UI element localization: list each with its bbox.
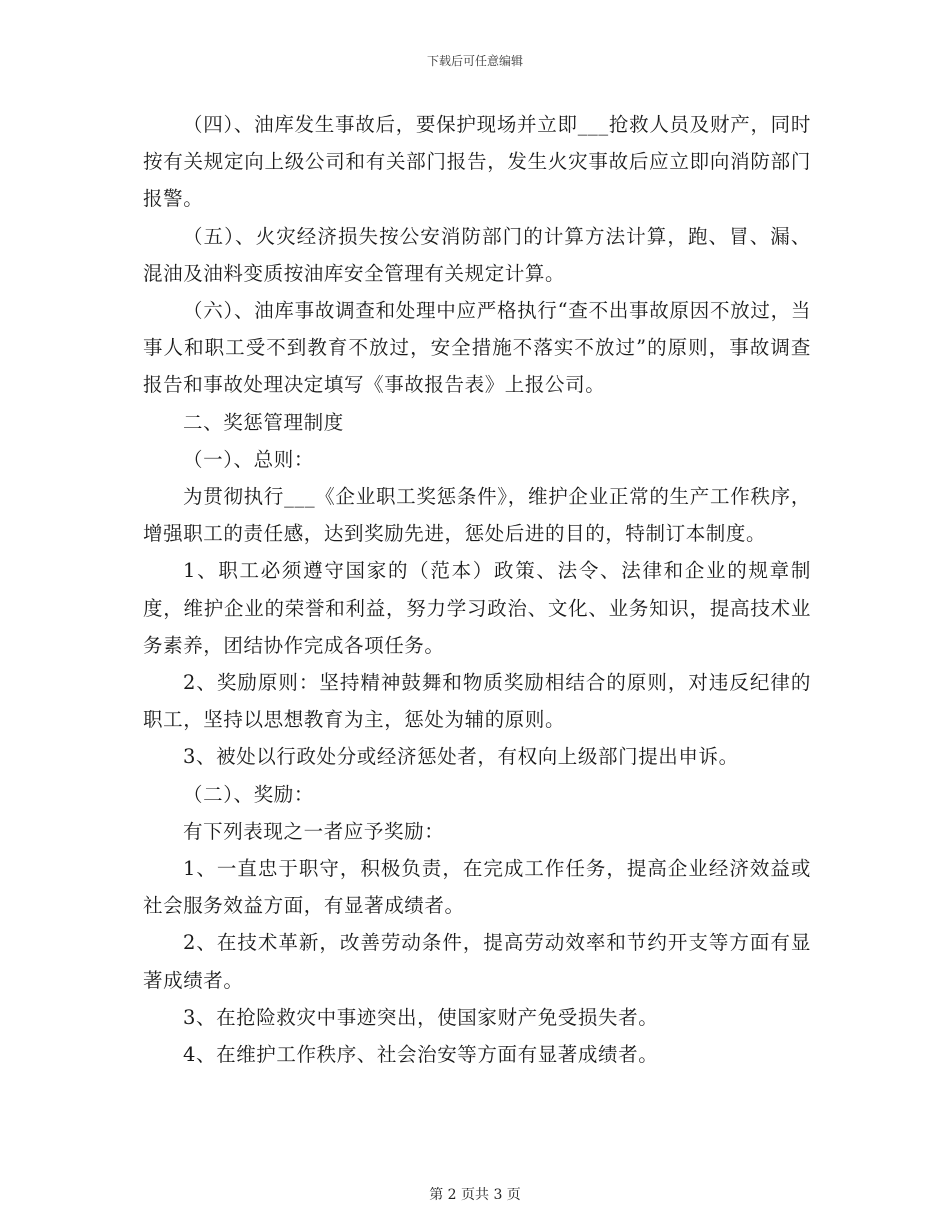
subsection-heading: （二）、奖励： bbox=[183, 782, 314, 806]
section-heading: 二、奖惩管理制度 bbox=[183, 410, 344, 434]
paragraph: 1、职工必须遵守国家的（范本）政策、法令、法律和企业的规章制度，维护企业的荣誉和利益，努力学习政治、文化、业务知识，提高技术业务素养，团结协作完成各项任务。 bbox=[143, 559, 811, 657]
page-footer: 第 2 页共 3 页 bbox=[429, 1187, 521, 1203]
paragraph: （四）、油库发生事故后，要保护现场并立即___抢救人员及财产，同时按有关规定向上级公司和有关部门报告，发生火灾事故后应立即向消防部门报警。 bbox=[143, 113, 811, 211]
subsection-heading: （一）、总则： bbox=[183, 447, 314, 471]
page-header: 下载后可任意编辑 bbox=[426, 54, 523, 68]
paragraph: 为贯彻执行___《企业职工奖惩条件》，维护企业正常的生产工作秩序，增强职工的责任感，达到奖励先进，惩处后进的目的，特制订本制度。 bbox=[143, 485, 811, 546]
paragraph: （五）、火灾经济损失按公安消防部门的计算方法计算，跑、冒、漏、混油及油料变质按油库安全管理有关规定计算。 bbox=[143, 224, 811, 285]
paragraph: 3、在抢险救灾中事迹突出，使国家财产免受损失者。 bbox=[183, 1005, 659, 1029]
paragraph: （六）、油库事故调查和处理中应严格执行“查不出事故原因不放过，当事人和职工受不到教育不放过，安全措施不落实不放过”的原则，事故调查报告和事故处理决定填写《事故报告表》上报公司。 bbox=[143, 299, 811, 397]
paragraph: 3、被处以行政处分或经济惩处者，有权向上级部门提出申诉。 bbox=[183, 745, 739, 769]
paragraph: 4、在维护工作秩序、社会治安等方面有显著成绩者。 bbox=[183, 1043, 659, 1067]
paragraph: 有下列表现之一者应予奖励： bbox=[183, 819, 445, 843]
paragraph: 1、一直忠于职守，积极负责，在完成工作任务，提高企业经济效益或社会服务效益方面，有显著成绩者。 bbox=[143, 857, 811, 918]
document-body bbox=[143, 106, 811, 1073]
paragraph: 2、奖励原则：坚持精神鼓舞和物质奖励相结合的原则，对违反纪律的职工，坚持以思想教育为主，惩处为辅的原则。 bbox=[143, 671, 811, 732]
paragraph: 2、在技术革新，改善劳动条件，提高劳动效率和节约开支等方面有显著成绩者。 bbox=[143, 931, 811, 992]
